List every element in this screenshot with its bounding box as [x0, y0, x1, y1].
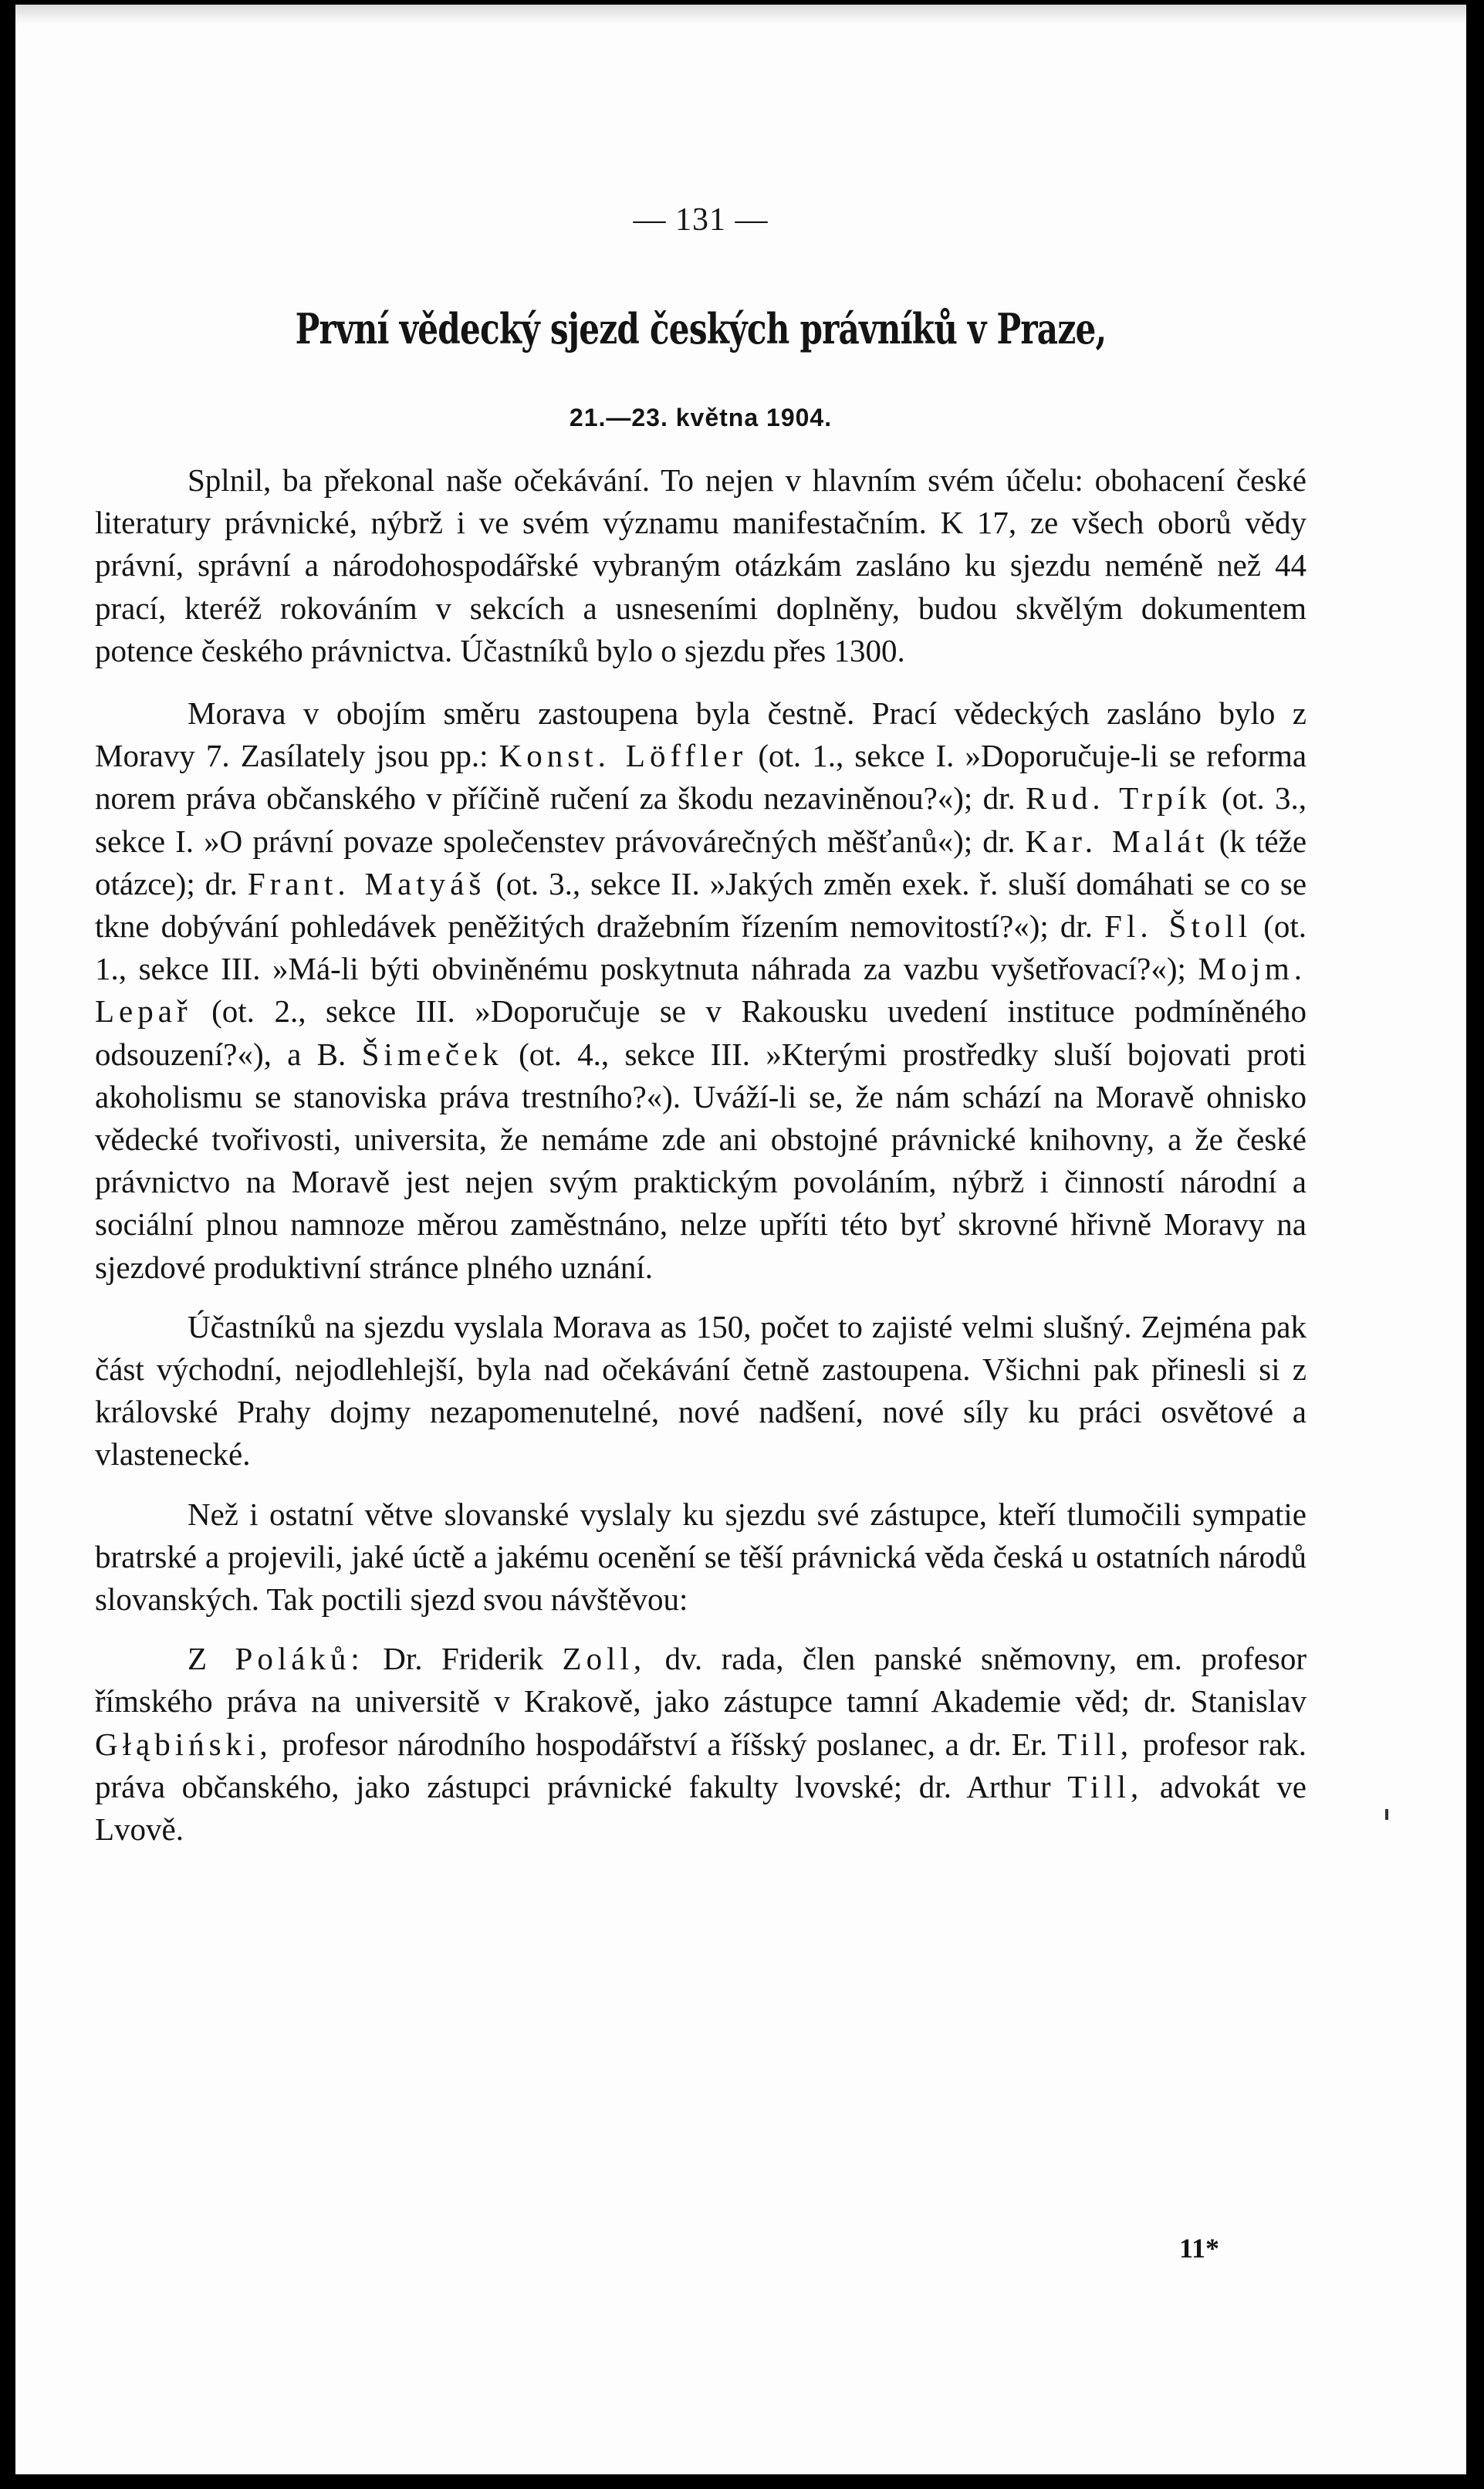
text-run: (ot. 1., sekce III. »Má-li býti obviněnému poskytnuta náhrada za vazbu vyšetřovací?«);: [95, 908, 1307, 987]
text-run: (ot. 4., sekce III. »Kterými prostředky sluší bojovati proti akoholismu se stanoviska práva trestního?«). Uváží-li se, že nám schází na Moravě ohnisko vědecké tvořivosti, universita, že nemáme zde ani obstojné právnické knihovny, a že české právnictvo na Moravě jest nejen svým praktickým povoláním, nýbrž i činností národní a sociální plnou namnoze měrou zaměstnáno, nelze upříti této byť skrovné hřivně Moravy na sjezdové produktivní stránce plného uznání.: [95, 1036, 1307, 1285]
article-body: [95, 459, 1307, 1868]
text-run: (ot. 3., sekce I. »O právní povaze společenstev právovárečných měšťanů«); dr.: [95, 780, 1307, 859]
text-run: (k téže otázce); dr.: [95, 823, 1307, 901]
paragraph-poles: [95, 1638, 1307, 1851]
signature-mark: 11*: [1179, 2233, 1220, 2264]
author-name: Kar. Malát: [1025, 823, 1209, 859]
author-name: Rud. Trpík: [1025, 780, 1212, 817]
person-name: Till,: [1067, 1768, 1144, 1804]
author-name: Fl. Štoll: [1104, 908, 1252, 945]
text-run: dv. rada, člen panské sněmovny, em. profesor římského práva na universitě v Krakově, jako zástupce tamní Akademie věd; dr. Stanislav: [95, 1641, 1307, 1720]
author-name: Konst. Löffler: [499, 738, 748, 774]
text-run: (ot. 1., sekce I. »Doporučuje-li se reforma norem práva občanského v příčině ručení za škodu nezaviněnou?«); dr.: [95, 738, 1307, 817]
author-name: Frant. Matyáš: [247, 865, 486, 901]
paragraph-moravia: [95, 692, 1307, 1289]
person-name: Zoll,: [562, 1641, 647, 1677]
author-name: Šimeček: [361, 1036, 503, 1072]
text-run: Dr. Friderik: [383, 1641, 544, 1677]
person-name: Till,: [1057, 1726, 1134, 1762]
nation-label: Z Poláků:: [188, 1641, 364, 1677]
paragraph-participants: Účastníků na sjezdu vyslala Morava as 150, počet to zajisté velmi slušný. Zejména pak část východní, nejodlehlejší, byla nad očekávání četně zastoupena. Všichni pak přinesli si z královské Prahy dojmy nezapomenutelné, nové nadšení, nové síly ku práci osvětové a vlastenecké.: [95, 1308, 1307, 1473]
paragraph-slavic-delegates: Než i ostatní větve slovanské vyslaly ku sjezdu své zástupce, kteří tlumočili sympatie bratrské a projevili, jaké úctě a jakému ocenění se těší právnická věda česká u ostatních národů slovanských. Tak poctili sjezd svou návštěvou:: [95, 1496, 1307, 1618]
text-run: Morava v obojím směru zastoupena byla čestně. Prací vědeckých zasláno bylo z Moravy 7. Zasílately jsou pp.:: [95, 695, 1307, 774]
scanned-page: [15, 5, 1466, 2474]
paragraph-intro: Splnil, ba překonal naše očekávání. To nejen v hlavním svém účelu: obohacení české literatury právnické, nýbrž i ve svém významu manifestačním. K 17, ze všech oborů vědy právní, správní a národohospodářské vybraným otázkám zasláno ku sjezdu neméně než 44 prací, kteréž rokováním v sekcích a usneseními doplněny, budou skvělým dokumentem potence českého právnictva. Účastníků bylo o sjezdu přes 1300.: [95, 462, 1307, 668]
article-date: 21.—23. května 1904.: [569, 404, 833, 431]
text-run: advokát ve Lvově.: [95, 1768, 1307, 1848]
scan-top-edge: [15, 5, 1466, 25]
author-name: Mojm. Lepař: [95, 951, 1307, 1030]
article-title: První vědecký sjezd českých právníků v Praze,: [295, 304, 1107, 353]
text-run: profesor rak. práva občanského, jako zástupci právnické fakulty lvovské; dr. Arthur: [95, 1726, 1307, 1804]
text-run: (ot. 3., sekce II. »Jakých změn exek. ř. sluší domáhati se co se tkne dobývání pohledávek peněžitých dražebním řízením nemovitostí?«); dr.: [95, 865, 1307, 945]
text-run: profesor národního hospodářství a říšský poslanec, a dr. Er.: [282, 1726, 1048, 1762]
text-run: (ot. 2., sekce III. »Doporučuje se v Rakousku uvedení instituce podmíněného odsouzení?«), a B.: [95, 993, 1307, 1072]
person-name: Głąbiński,: [95, 1726, 272, 1762]
margin-mark: [1385, 1809, 1388, 1820]
page-number: — 131 —: [633, 202, 769, 238]
